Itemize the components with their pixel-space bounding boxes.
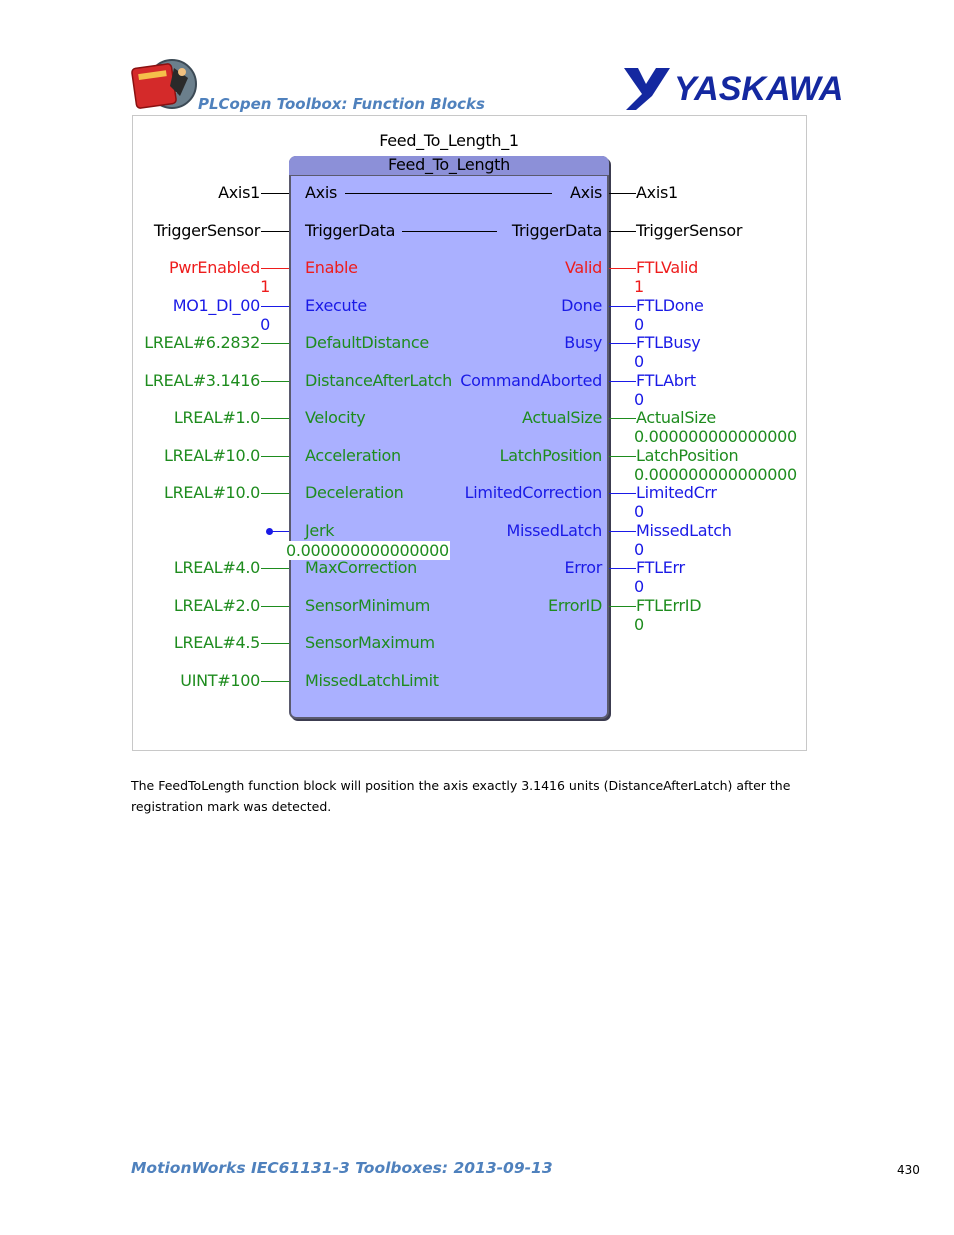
- input-pin-defaultdistance: DefaultDistance: [305, 333, 429, 352]
- output-wire: [609, 381, 636, 382]
- output-pin-busy: Busy: [564, 333, 602, 352]
- input-arg-acceleration[interactable]: LREAL#10.0: [163, 445, 260, 465]
- input-pin-acceleration: Acceleration: [305, 445, 401, 465]
- output-value: 1: [634, 277, 644, 296]
- input-pin-triggerdata: TriggerData: [305, 220, 396, 240]
- input-wire: [261, 493, 289, 494]
- output-arg-error[interactable]: FTLErr: [636, 558, 685, 577]
- block-type: Feed_To_Length: [387, 155, 510, 174]
- output-value: 0: [634, 502, 644, 521]
- page-number: 430: [897, 1163, 920, 1177]
- input-arg-velocity[interactable]: LREAL#1.0: [173, 408, 260, 427]
- input-pin-missedlatchlimit: MissedLatchLimit: [305, 670, 439, 690]
- input-arg-axis[interactable]: Axis1: [218, 183, 260, 202]
- output-wire: [609, 231, 636, 232]
- input-wire: [261, 681, 289, 682]
- output-arg-valid[interactable]: FTLValid: [636, 258, 699, 277]
- header-title: PLCopen Toolbox: Function Blocks: [198, 95, 485, 113]
- input-wire: [261, 231, 289, 232]
- instance-name: Feed_To_Length_1: [379, 131, 519, 150]
- output-wire: [609, 568, 636, 569]
- input-arg-distanceafterlatch[interactable]: LREAL#3.1416: [144, 370, 260, 390]
- input-arg-sensormaximum[interactable]: LREAL#4.5: [173, 633, 260, 652]
- input-pin-enable: Enable: [305, 258, 358, 277]
- input-arg-missedlatchlimit[interactable]: UINT#100: [180, 670, 260, 690]
- input-arg-maxcorrection[interactable]: LREAL#4.0: [173, 558, 260, 577]
- input-wire: [261, 343, 289, 344]
- body-paragraph: The FeedToLength function block will position the axis exactly 3.1416 units (DistanceAfterLatch) after the registration mark was detected.: [131, 778, 791, 814]
- input-pin-maxcorrection: MaxCorrection: [305, 558, 417, 577]
- input-arg-enable[interactable]: PwrEnabled: [169, 258, 260, 277]
- plcopen-toolbox-logo: [130, 56, 200, 112]
- output-value: 0: [634, 539, 644, 559]
- input-pin-velocity: Velocity: [305, 408, 366, 427]
- output-wire: [609, 606, 636, 607]
- input-pin-jerk: Jerk: [305, 520, 335, 540]
- input-wire: [261, 306, 289, 307]
- output-arg-actualsize[interactable]: ActualSize: [636, 408, 716, 427]
- output-value: 0: [634, 389, 644, 409]
- output-value: 0: [634, 577, 644, 596]
- input-value: 1: [260, 277, 270, 296]
- output-wire: [609, 343, 636, 344]
- input-pin-execute: Execute: [305, 295, 367, 315]
- output-wire: [609, 193, 636, 194]
- output-wire: [609, 418, 636, 419]
- output-value: 0.000000000000000: [634, 427, 797, 446]
- input-wire: [261, 381, 289, 382]
- output-pin-axis: Axis: [570, 183, 602, 202]
- input-pin-deceleration: Deceleration: [305, 483, 404, 502]
- input-wire: [261, 268, 289, 269]
- output-pin-error: Error: [564, 558, 602, 577]
- output-pin-errorid: ErrorID: [548, 595, 602, 615]
- input-wire: [261, 456, 289, 457]
- input-arg-deceleration[interactable]: LREAL#10.0: [163, 483, 260, 502]
- output-arg-missedlatch[interactable]: MissedLatch: [636, 520, 732, 540]
- output-arg-triggerdata[interactable]: TriggerSensor: [636, 220, 743, 240]
- input-wire: [261, 418, 289, 419]
- output-wire: [609, 531, 636, 532]
- output-pin-missedlatch: MissedLatch: [506, 520, 602, 540]
- output-value: 0: [634, 352, 644, 371]
- output-pin-done: Done: [561, 295, 602, 315]
- input-arg-sensorminimum[interactable]: LREAL#2.0: [173, 595, 260, 615]
- output-wire: [609, 456, 636, 457]
- passthrough-line-axis: [345, 193, 552, 194]
- input-pin-distanceafterlatch: DistanceAfterLatch: [305, 370, 452, 390]
- input-pin-axis: Axis: [305, 183, 337, 202]
- input-pin-sensorminimum: SensorMinimum: [305, 595, 431, 615]
- output-arg-axis[interactable]: Axis1: [636, 183, 678, 202]
- yaskawa-logo: [622, 66, 844, 112]
- output-wire: [609, 493, 636, 494]
- input-wire: [261, 193, 289, 194]
- input-wire: [261, 568, 289, 569]
- footer-title: MotionWorks IEC61131-3 Toolboxes: 2013-09-13: [131, 1159, 553, 1177]
- input-wire: [261, 606, 289, 607]
- output-pin-commandaborted: CommandAborted: [460, 370, 602, 390]
- input-arg-triggerdata[interactable]: TriggerSensor: [153, 220, 260, 240]
- input-value: 0: [260, 314, 270, 334]
- output-arg-done[interactable]: FTLDone: [636, 295, 704, 315]
- output-arg-busy[interactable]: FTLBusy: [636, 333, 701, 352]
- input-pin-sensormaximum: SensorMaximum: [305, 633, 435, 652]
- output-pin-valid: Valid: [564, 258, 602, 277]
- output-wire: [609, 306, 636, 307]
- output-pin-triggerdata: TriggerData: [511, 220, 602, 240]
- output-pin-latchposition: LatchPosition: [499, 445, 602, 465]
- output-pin-limitedcorrection: LimitedCorrection: [464, 483, 602, 502]
- output-value: 0: [634, 614, 644, 634]
- output-arg-errorid[interactable]: FTLErrID: [636, 595, 702, 615]
- output-arg-commandaborted[interactable]: FTLAbrt: [636, 370, 696, 390]
- unconnected-input-dot[interactable]: [266, 528, 273, 535]
- output-value: 0: [634, 314, 644, 334]
- passthrough-line-triggerdata: [402, 231, 497, 232]
- input-arg-defaultdistance[interactable]: LREAL#6.2832: [144, 333, 260, 352]
- output-arg-latchposition[interactable]: LatchPosition: [636, 445, 739, 465]
- input-arg-execute[interactable]: MO1_DI_00: [172, 295, 260, 315]
- yaskawa-logo-text: YASKAWA: [674, 70, 844, 108]
- output-pin-actualsize: ActualSize: [522, 408, 602, 427]
- input-value-jerk: 0.000000000000000: [286, 541, 449, 560]
- output-wire: [609, 268, 636, 269]
- input-wire: [261, 643, 289, 644]
- output-value: 0.000000000000000: [634, 464, 797, 484]
- output-arg-limitedcorrection[interactable]: LimitedCrr: [636, 483, 717, 502]
